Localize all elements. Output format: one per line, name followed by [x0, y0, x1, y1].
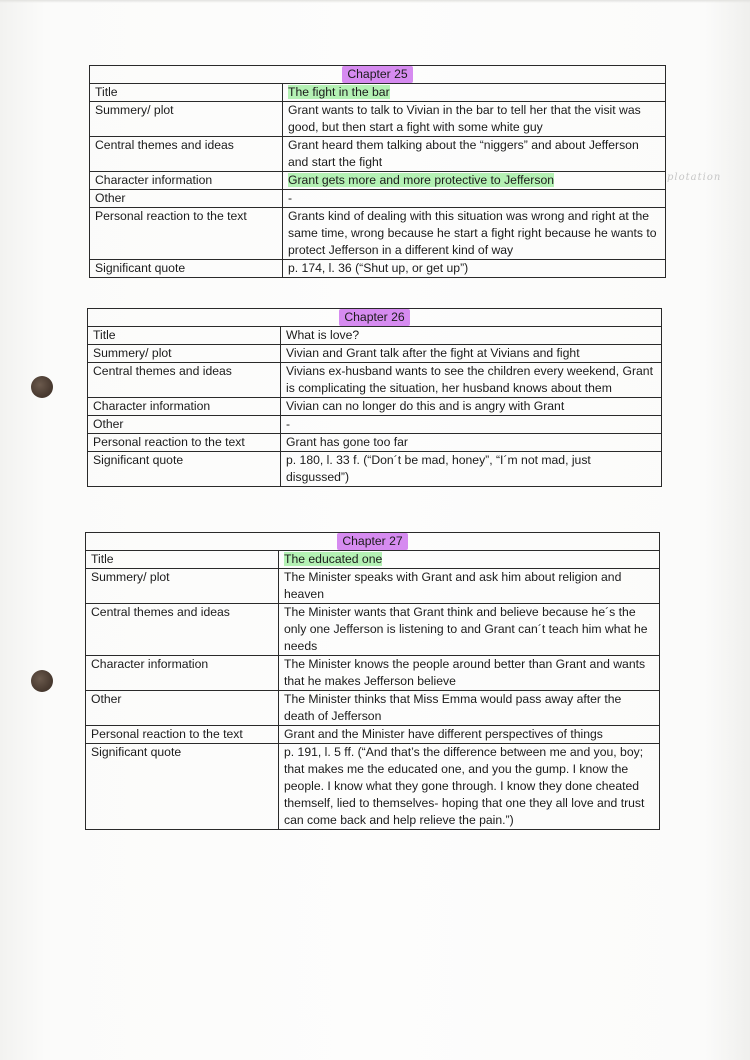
row-label: Character information — [86, 656, 279, 691]
table-row — [90, 102, 666, 137]
row-label: Title — [90, 84, 283, 102]
margin-note: plotation — [667, 172, 722, 183]
row-label: Significant quote — [88, 452, 281, 487]
table-row — [86, 551, 660, 569]
chapter-heading: Chapter 27 — [86, 533, 660, 551]
row-value: Grant gets more and more protective to Jefferson — [283, 172, 666, 190]
table-row — [86, 744, 660, 830]
row-value: Grant and the Minister have different perspectives of things — [279, 726, 660, 744]
row-value: Vivian and Grant talk after the fight at Vivians and fight — [281, 345, 662, 363]
row-value: Grant heard them talking about the “niggers” and about Jefferson and start the fight — [283, 137, 666, 172]
chapter-26-table — [87, 308, 662, 487]
table-row — [88, 416, 662, 434]
punch-hole — [31, 670, 53, 692]
row-value: The Minister knows the people around better than Grant and wants that he makes Jefferson believe — [279, 656, 660, 691]
row-label: Central themes and ideas — [88, 363, 281, 398]
row-label: Personal reaction to the text — [88, 434, 281, 452]
table-row — [88, 327, 662, 345]
table-row — [90, 260, 666, 278]
row-label: Character information — [88, 398, 281, 416]
chapter-25-table — [89, 65, 666, 278]
row-label: Other — [88, 416, 281, 434]
row-label: Significant quote — [90, 260, 283, 278]
row-label: Title — [86, 551, 279, 569]
row-label: Other — [86, 691, 279, 726]
table-row — [88, 363, 662, 398]
table-row — [86, 726, 660, 744]
row-label: Central themes and ideas — [86, 604, 279, 656]
chapter-27-table — [85, 532, 660, 830]
table-row — [86, 691, 660, 726]
chapter-heading: Chapter 25 — [90, 66, 666, 84]
row-value: The Minister wants that Grant think and believe because he´s the only one Jefferson is listening to and Grant can´t teach him what he needs — [279, 604, 660, 656]
row-label: Other — [90, 190, 283, 208]
table-row — [90, 137, 666, 172]
page-edge — [0, 0, 750, 3]
row-value: Vivian can no longer do this and is angry with Grant — [281, 398, 662, 416]
row-value: p. 191, l. 5 ff. (“And that’s the difference between me and you, boy; that makes me the educated one, and you the gump. I know the people. I know what they gone through. I know they done cheated themself, lied to themselves- hoping that one they all love and trust can come back and help relieve the pain.”) — [279, 744, 660, 830]
table-row — [86, 569, 660, 604]
row-value: p. 180, l. 33 f. (“Don´t be mad, honey”, “I´m not mad, just disgussed”) — [281, 452, 662, 487]
table-row — [88, 434, 662, 452]
row-value: p. 174, l. 36 (“Shut up, or get up”) — [283, 260, 666, 278]
punch-hole — [31, 376, 53, 398]
row-label: Summery/ plot — [88, 345, 281, 363]
row-value: The Minister thinks that Miss Emma would pass away after the death of Jefferson — [279, 691, 660, 726]
row-label: Personal reaction to the text — [86, 726, 279, 744]
table-row — [88, 345, 662, 363]
table-row — [90, 208, 666, 260]
row-value: The fight in the bar — [283, 84, 666, 102]
row-label: Summery/ plot — [86, 569, 279, 604]
chapter-heading: Chapter 26 — [88, 309, 662, 327]
row-label: Character information — [90, 172, 283, 190]
row-value: Grant wants to talk to Vivian in the bar to tell her that the visit was good, but then start a fight with some white guy — [283, 102, 666, 137]
row-label: Central themes and ideas — [90, 137, 283, 172]
row-value: Vivians ex-husband wants to see the children every weekend, Grant is complicating the situation, her husband knows about them — [281, 363, 662, 398]
table-row — [86, 604, 660, 656]
row-label: Significant quote — [86, 744, 279, 830]
row-value: Grant has gone too far — [281, 434, 662, 452]
row-value: - — [283, 190, 666, 208]
row-value: What is love? — [281, 327, 662, 345]
table-row — [90, 190, 666, 208]
row-value: The Minister speaks with Grant and ask him about religion and heaven — [279, 569, 660, 604]
table-row — [90, 84, 666, 102]
row-label: Personal reaction to the text — [90, 208, 283, 260]
table-row — [88, 398, 662, 416]
table-row — [88, 452, 662, 487]
row-label: Summery/ plot — [90, 102, 283, 137]
table-row — [90, 172, 666, 190]
row-value: - — [281, 416, 662, 434]
row-value: The educated one — [279, 551, 660, 569]
row-label: Title — [88, 327, 281, 345]
table-row — [86, 656, 660, 691]
row-value: Grants kind of dealing with this situation was wrong and right at the same time, wrong because he start a fight right because he wants to protect Jefferson in a different kind of way — [283, 208, 666, 260]
